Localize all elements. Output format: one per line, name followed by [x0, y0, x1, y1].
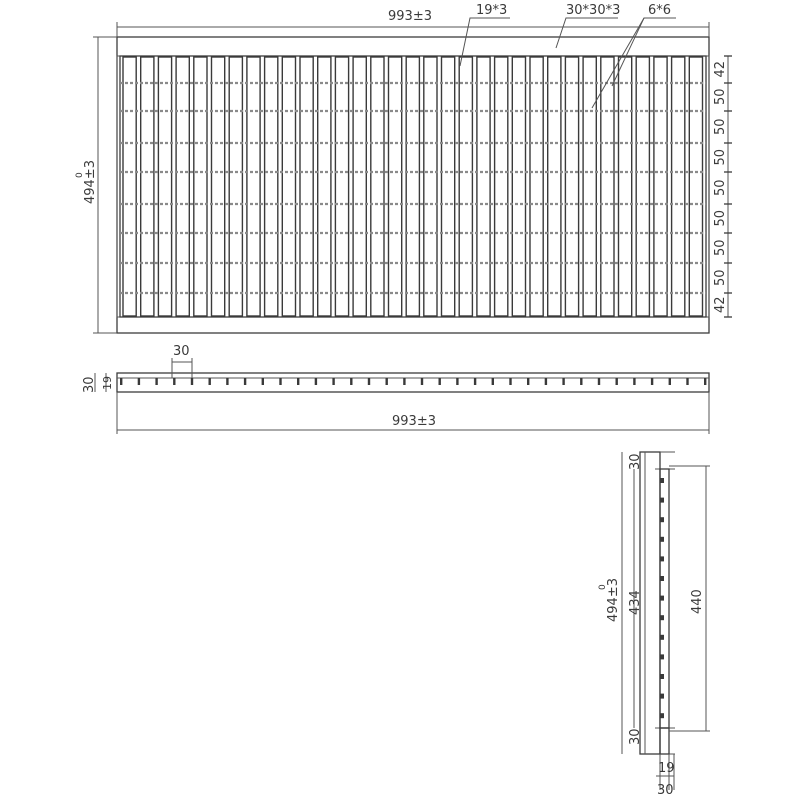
bearing-bar	[212, 57, 225, 316]
side-bottom-tab	[660, 728, 669, 754]
row-pitch-label-1: 42	[713, 60, 728, 78]
cross-bar-tick	[660, 537, 664, 542]
callout-bearing-bar: 19*3	[476, 3, 508, 18]
cross-bar-tick	[660, 517, 664, 522]
bearing-bar-end	[155, 378, 157, 385]
bearing-bar-end	[244, 378, 246, 385]
bearing-bar	[158, 57, 171, 316]
bearing-bar	[265, 57, 278, 316]
row-pitch-label-9: 42	[713, 296, 728, 313]
bearing-bar	[176, 57, 189, 316]
front-frame	[117, 373, 709, 392]
bearing-bar	[601, 57, 614, 316]
bearing-bar-end	[527, 378, 529, 385]
cross-bar-tick	[660, 478, 664, 483]
bearing-bar-end	[368, 378, 370, 385]
row-pitch-label-3: 50	[713, 118, 728, 135]
bearing-bar	[371, 57, 384, 316]
bearing-bar	[318, 57, 331, 316]
bearing-bar-end	[651, 378, 653, 385]
callout-frame: 30*30*3	[566, 3, 621, 18]
bearing-bar	[424, 57, 437, 316]
cross-bar-tick	[660, 615, 664, 620]
bearing-bar-end	[492, 378, 494, 385]
callout-leader-frame	[556, 18, 618, 48]
side-frame-outline	[640, 452, 660, 754]
bearing-bar-end	[386, 378, 388, 385]
top-view	[75, 3, 732, 333]
bearing-bar-end	[279, 378, 281, 385]
bearing-bar	[282, 57, 295, 316]
bearing-bar-end	[191, 378, 193, 385]
bearing-bar	[530, 57, 543, 316]
front-length-label: 993±3	[392, 414, 436, 429]
height-tolerance-upper: 0	[75, 172, 85, 178]
bearing-bar-end	[616, 378, 618, 385]
bearing-bar-end	[439, 378, 441, 385]
bearing-bar	[406, 57, 419, 316]
bearing-bar-end	[262, 378, 264, 385]
side-bar-label: 19	[658, 761, 675, 776]
bearing-bar-end	[669, 378, 671, 385]
bearing-bar	[689, 57, 702, 316]
bearing-bars	[123, 57, 703, 316]
bearing-bar-end	[350, 378, 352, 385]
bearing-bar-end	[403, 378, 405, 385]
side-height-tolerance-upper: 0	[598, 584, 608, 590]
bearing-bar-end	[315, 378, 317, 385]
bearing-bar	[389, 57, 402, 316]
bearing-bar	[654, 57, 667, 316]
pitch-label: 30	[173, 344, 190, 359]
bearing-bar-end	[633, 378, 635, 385]
bar-thickness-label: 19	[101, 376, 114, 390]
bearing-bar	[583, 57, 596, 316]
bearing-bar	[477, 57, 490, 316]
bearing-bar-end	[509, 378, 511, 385]
bearing-bar-end	[562, 378, 564, 385]
bearing-bar-end	[545, 378, 547, 385]
bearing-bar-end	[209, 378, 211, 385]
row-pitch-label-7: 50	[713, 239, 728, 256]
cross-bar-tick	[660, 694, 664, 699]
front-height-label: 30	[82, 376, 97, 393]
bearing-bar-end	[598, 378, 600, 385]
bearing-bar-end	[580, 378, 582, 385]
bearing-bar	[442, 57, 455, 316]
side-view	[598, 452, 710, 798]
height-label: 494±3	[83, 160, 98, 204]
row-pitch-label-2: 50	[713, 88, 728, 105]
bearing-bar-end	[120, 378, 122, 385]
bearing-bar-end	[332, 378, 334, 385]
bearing-bar-end	[138, 378, 140, 385]
bearing-bar	[247, 57, 260, 316]
bearing-bar-end	[226, 378, 228, 385]
cross-bar-tick	[660, 674, 664, 679]
row-pitch-label-5: 50	[713, 179, 728, 196]
bearing-bar-end	[686, 378, 688, 385]
bearing-bar	[353, 57, 366, 316]
bearing-bar	[194, 57, 207, 316]
side-height-label: 494±3	[606, 578, 621, 622]
bearing-bar	[672, 57, 685, 316]
cross-bar-tick	[660, 556, 664, 561]
bearing-bar	[300, 57, 313, 316]
bearing-bar	[141, 57, 154, 316]
bearing-bar-end	[474, 378, 476, 385]
row-pitch-label-8: 50	[713, 269, 728, 286]
front-bearing-bar-ends	[120, 378, 706, 385]
cross-bar-tick	[660, 654, 664, 659]
bearing-bar	[548, 57, 561, 316]
front-view	[82, 344, 709, 434]
bearing-bar-end	[704, 378, 706, 385]
bearing-bar-end	[173, 378, 175, 385]
bearing-bar-end	[421, 378, 423, 385]
cross-bar-tick	[660, 498, 664, 503]
bearing-bar	[229, 57, 242, 316]
bearing-bar	[565, 57, 578, 316]
bearing-bar-end	[456, 378, 458, 385]
top-flange-label: 30	[628, 453, 643, 470]
bearing-bar	[335, 57, 348, 316]
inner-label: 434	[628, 590, 643, 615]
row-pitch-dimensions	[713, 56, 732, 317]
width-label: 993±3	[388, 9, 432, 24]
bearing-bar	[512, 57, 525, 316]
bearing-bar	[495, 57, 508, 316]
row-pitch-label-6: 50	[713, 209, 728, 227]
bearing-bar	[636, 57, 649, 316]
bottom-flange-label: 30	[628, 728, 643, 745]
callout-cross-bar: 6*6	[648, 3, 672, 18]
side-width-label: 30	[657, 783, 674, 798]
cross-bar-tick	[660, 576, 664, 581]
clear-span-label: 440	[690, 589, 705, 614]
bearing-bar-end	[297, 378, 299, 385]
cross-bar-tick	[660, 713, 664, 718]
bearing-bar	[619, 57, 632, 316]
bearing-bar	[459, 57, 472, 316]
cross-bar-tick	[660, 596, 664, 601]
cross-bar-tick	[660, 635, 664, 640]
bearing-bar	[123, 57, 136, 316]
row-pitch-label-4: 50	[713, 148, 728, 166]
